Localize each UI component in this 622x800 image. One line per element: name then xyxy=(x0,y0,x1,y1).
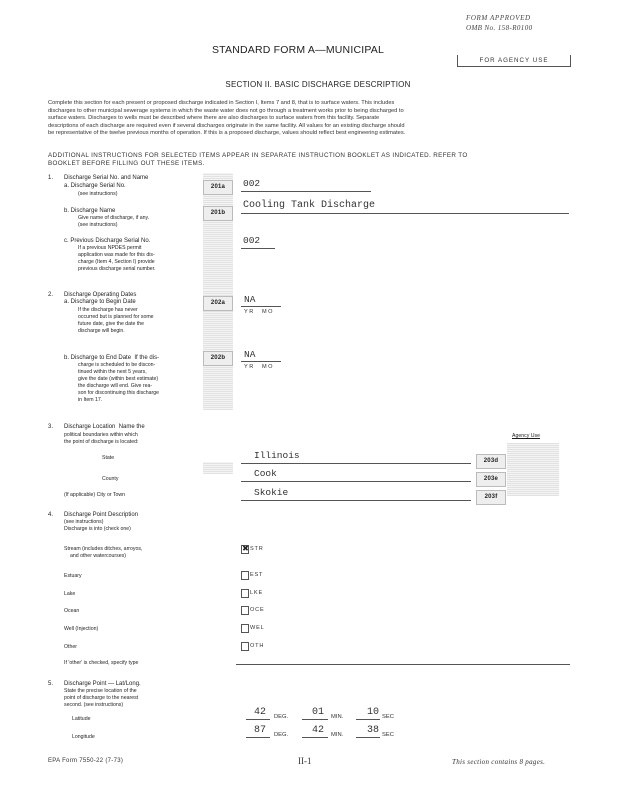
end-date-underline xyxy=(241,361,281,362)
item5-sub: point of discharge to the nearest xyxy=(64,695,139,701)
item-number: 5. xyxy=(48,681,54,687)
begin-yr-label: YR xyxy=(244,309,255,315)
item2b-sub: the discharge will end. Give rea- xyxy=(78,383,153,389)
page-number: II-1 xyxy=(298,756,312,766)
longitude-label: Longitude xyxy=(72,734,95,740)
stream-code: STR xyxy=(250,546,264,552)
item3-sub: the point of discharge is located: xyxy=(64,439,139,445)
lake-checkbox[interactable] xyxy=(241,589,249,598)
well-checkbox[interactable] xyxy=(241,624,249,633)
code-202a: 202a xyxy=(203,296,233,311)
item2a-sub: future date, give the date the xyxy=(78,321,145,327)
name-underline xyxy=(241,213,569,214)
code-201a: 201a xyxy=(203,180,233,195)
item2b-sub: in Item 17. xyxy=(78,397,103,403)
code-203f: 203f xyxy=(476,490,506,505)
state-label: State xyxy=(102,455,115,461)
lon-sec-unit: SEC xyxy=(382,732,394,738)
item3-heading-rest: Name the xyxy=(118,424,145,430)
lake-code: LKE xyxy=(250,590,263,596)
stream-checkbox[interactable] xyxy=(241,545,249,554)
begin-date-underline xyxy=(241,306,281,307)
lon-deg-value[interactable]: 87 xyxy=(254,725,267,736)
item2b-sub: give the date (within best estimate) xyxy=(78,376,159,382)
lat-deg-unit: DEG. xyxy=(274,714,289,720)
item1-heading: Discharge Serial No. and Name xyxy=(64,175,149,181)
item2a-sub: If the discharge has never xyxy=(78,307,138,313)
item4-sub: Discharge is into (check one) xyxy=(64,526,131,532)
item2b-sub: tinued within the next 5 years, xyxy=(78,369,147,375)
section-title: SECTION II. BASIC DISCHARGE DESCRIPTION xyxy=(225,80,411,89)
item5-sub: State the precise location of the xyxy=(64,688,137,694)
stream-label: Stream (includes ditches, arroyos, xyxy=(64,546,143,552)
intro-line: descriptions of each discharge are required even if several discharges originate in the same facility. All values for an existing discharge should xyxy=(48,122,405,129)
item-number: 2. xyxy=(48,292,54,298)
item5-sub: second. (see instructions) xyxy=(64,702,124,708)
lat-sec-value[interactable]: 10 xyxy=(367,707,380,718)
item1c-sub: previous discharge serial number. xyxy=(78,266,156,272)
form-title: STANDARD FORM A—MUNICIPAL xyxy=(211,44,385,56)
well-label: Well (Injection) xyxy=(64,626,99,632)
item3-heading-text: Discharge Location xyxy=(64,424,116,430)
item1c-sub: application was made for this dis- xyxy=(78,252,155,258)
lon-min-value[interactable]: 42 xyxy=(312,725,325,736)
code-column-shade xyxy=(203,462,233,474)
discharge-name-value[interactable]: Cooling Tank Discharge xyxy=(243,200,376,211)
intro-line: surface waters. Discharges to wells must be described where there are also discharges to surface waters from this facility. Separate xyxy=(48,115,380,122)
lat-deg-underline xyxy=(246,719,270,720)
item1b-sub: (see instructions) xyxy=(78,222,118,228)
lon-deg-unit: DEG. xyxy=(274,732,289,738)
lon-deg-underline xyxy=(246,737,270,738)
other-specify-line[interactable] xyxy=(236,664,570,665)
item2b-sub: charge is scheduled to be discon- xyxy=(78,362,156,368)
estuary-code: EST xyxy=(250,572,264,578)
lat-min-underline xyxy=(302,719,328,720)
item3-heading xyxy=(64,424,145,431)
intro-paragraph xyxy=(48,100,568,138)
item1b-sub: Give name of discharge, if any. xyxy=(78,215,150,221)
ocean-checkbox[interactable] xyxy=(241,606,249,615)
intro-line: discharges to other municipal sewerage systems in which the waste water does not go through a treatment works prior to being discharged to xyxy=(48,107,404,114)
item2b-label-text: b. Discharge to End Date xyxy=(64,355,132,361)
city-label: (If applicable) City or Town xyxy=(64,492,126,498)
end-yr-label: YR xyxy=(244,364,255,370)
county-underline xyxy=(241,481,471,482)
item2a-label: a. Discharge to Begin Date xyxy=(64,299,136,305)
intro-line: Complete this section for each present or proposed discharge indicated in Section I, Items 7 and 8, that is to surface waters. This includes xyxy=(48,100,395,106)
item1a-label: a. Discharge Serial No. xyxy=(64,183,126,189)
item4-heading: Discharge Point Description xyxy=(64,512,139,518)
previous-serial-value[interactable]: 002 xyxy=(243,235,261,246)
well-code: WEL xyxy=(250,625,265,631)
end-date-value[interactable]: NA xyxy=(244,349,256,360)
additional-line: BOOKLET BEFORE FILLING OUT THESE ITEMS. xyxy=(48,160,205,168)
lat-sec-unit: SEC xyxy=(382,714,394,720)
ocean-label: Ocean xyxy=(64,608,80,614)
begin-date-value[interactable]: NA xyxy=(244,294,256,305)
item2a-sub: occurred but is planned for some xyxy=(78,314,154,320)
lat-deg-value[interactable]: 42 xyxy=(254,707,267,718)
item1b-label: b. Discharge Name xyxy=(64,208,116,214)
lat-min-value[interactable]: 01 xyxy=(312,707,325,718)
city-underline xyxy=(241,500,471,501)
item1c-sub: If a previous NPDES permit xyxy=(78,245,142,251)
additional-instructions xyxy=(48,152,578,169)
other-code: OTH xyxy=(250,643,265,649)
county-value[interactable]: Cook xyxy=(254,468,277,479)
item1c-sub: charge (Item 4, Section I) provide xyxy=(78,259,155,265)
estuary-label: Estuary xyxy=(64,573,82,579)
lat-sec-underline xyxy=(356,719,380,720)
lat-min-unit: MIN. xyxy=(331,714,344,720)
agency-use-shade xyxy=(507,443,559,496)
item-number: 4. xyxy=(48,512,54,518)
discharge-serial-value[interactable]: 002 xyxy=(243,178,261,189)
form-approved-label: FORM APPROVED xyxy=(466,14,531,22)
item-number: 3. xyxy=(48,424,54,430)
item3-sub: political boundaries within which xyxy=(64,432,138,438)
item2b-label-rest: If the dis- xyxy=(134,355,160,361)
item5-heading: Discharge Point — Lat/Long. xyxy=(64,681,141,687)
intro-line: be representative of the twelve previous months of operation. If this is a proposed discharge, values should reflect best engineering estimates. xyxy=(48,130,406,137)
previous-serial-underline xyxy=(241,248,275,249)
county-label: County xyxy=(102,476,119,482)
state-underline xyxy=(241,463,471,464)
item1a-sub: (see instructions) xyxy=(78,191,118,197)
end-mo-label: MO xyxy=(262,364,275,370)
check-mark-icon: ✖ xyxy=(242,544,249,553)
item2a-sub: discharge will begin. xyxy=(78,328,125,334)
other-specify-label: If 'other' is checked, specify type xyxy=(64,660,139,666)
serial-underline xyxy=(241,191,371,192)
other-checkbox[interactable] xyxy=(241,642,249,651)
other-label: Other xyxy=(64,644,77,650)
code-203d: 203d xyxy=(476,454,506,469)
pages-note: This section contains 8 pages. xyxy=(452,758,546,766)
code-202b: 202b xyxy=(203,351,233,366)
state-value[interactable]: Illinois xyxy=(254,450,300,461)
item1c-label: c. Previous Discharge Serial No. xyxy=(64,238,151,244)
additional-line: ADDITIONAL INSTRUCTIONS FOR SELECTED ITEMS APPEAR IN SEPARATE INSTRUCTION BOOKLET AS INDICATED. REFER TO xyxy=(48,152,468,159)
lake-label: Lake xyxy=(64,591,76,597)
omb-number: OMB No. 158-R0100 xyxy=(466,24,533,32)
stream-label-2: and other watercourses) xyxy=(70,553,126,559)
agency-use-box: FOR AGENCY USE xyxy=(457,55,571,67)
agency-use-label: Agency Use xyxy=(512,433,540,439)
item4-sub: (see instructions) xyxy=(64,519,104,525)
ocean-code: OCE xyxy=(250,607,265,613)
estuary-checkbox[interactable] xyxy=(241,571,249,580)
item-number: 1. xyxy=(48,175,54,181)
lon-sec-value[interactable]: 38 xyxy=(367,725,380,736)
city-value[interactable]: Skokie xyxy=(254,487,289,498)
latitude-label: Latitude xyxy=(72,716,91,722)
code-203e: 203e xyxy=(476,472,506,487)
lon-sec-underline xyxy=(356,737,380,738)
form-number: EPA Form 7550-22 (7-73) xyxy=(48,758,124,764)
begin-mo-label: MO xyxy=(262,309,275,315)
lon-min-unit: MIN. xyxy=(331,732,344,738)
code-201b: 201b xyxy=(203,206,233,221)
lon-min-underline xyxy=(302,737,328,738)
item2b-sub: son for discontinuing this discharge xyxy=(78,390,160,396)
item2-heading: Discharge Operating Dates xyxy=(64,292,137,298)
